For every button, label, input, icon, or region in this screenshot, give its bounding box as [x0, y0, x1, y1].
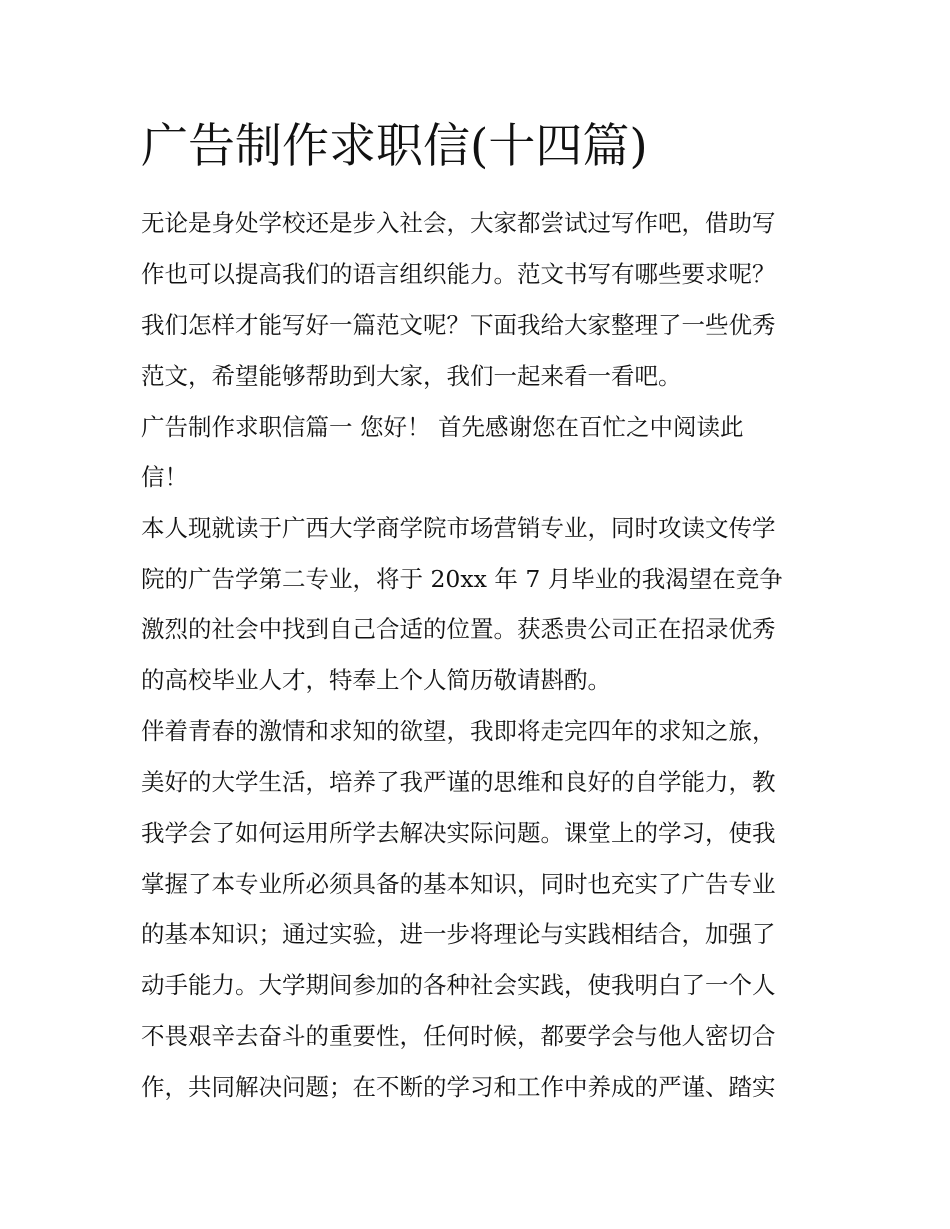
paragraph-line: 掌握了本专业所必须具备的基本知识，同时也充实了广告专业	[141, 870, 776, 898]
paragraph-line: 我们怎样才能写好一篇范文呢？下面我给大家整理了一些优秀	[141, 311, 776, 339]
paragraph-line: 激烈的社会中找到自己合适的位置。获悉贵公司正在招录优秀	[141, 615, 776, 643]
paragraph-line: 不畏艰辛去奋斗的重要性，任何时候，都要学会与他人密切合	[141, 1022, 776, 1050]
paragraph-line: 范文，希望能够帮助到大家，我们一起来看一看吧。	[141, 362, 682, 390]
paragraph-line: 的高校毕业人才，特奉上个人简历敬请斟酌。	[141, 666, 611, 694]
paragraph-line: 我学会了如何运用所学去解决实际问题。课堂上的学习，使我	[141, 819, 776, 847]
paragraph-line: 广告制作求职信篇一 您好！ 首先感谢您在百忙之中阅读此	[141, 413, 744, 441]
paragraph-line: 伴着青春的激情和求知的欲望，我即将走完四年的求知之旅，	[141, 717, 776, 745]
paragraph-line: 本人现就读于广西大学商学院市场营销专业，同时攻读文传学	[141, 514, 776, 542]
paragraph-line: 美好的大学生活，培养了我严谨的思维和良好的自学能力，教	[141, 768, 776, 796]
paragraph-line: 院的广告学第二专业，将于 20xx 年 7 月毕业的我渴望在竞争	[141, 565, 783, 593]
paragraph-line: 无论是身处学校还是步入社会，大家都尝试过写作吧，借助写	[141, 209, 776, 237]
paragraph-line: 作，共同解决问题；在不断的学习和工作中养成的严谨、踏实	[141, 1073, 776, 1101]
paragraph-line: 作也可以提高我们的语言组织能力。范文书写有哪些要求呢？	[141, 260, 776, 288]
paragraph-line: 信！	[141, 463, 188, 491]
document-title: 广告制作求职信(十四篇)	[141, 119, 648, 174]
paragraph-line: 的基本知识；通过实验，进一步将理论与实践相结合，加强了	[141, 920, 776, 948]
paragraph-line: 动手能力。大学期间参加的各种社会实践，使我明白了一个人	[141, 971, 776, 999]
